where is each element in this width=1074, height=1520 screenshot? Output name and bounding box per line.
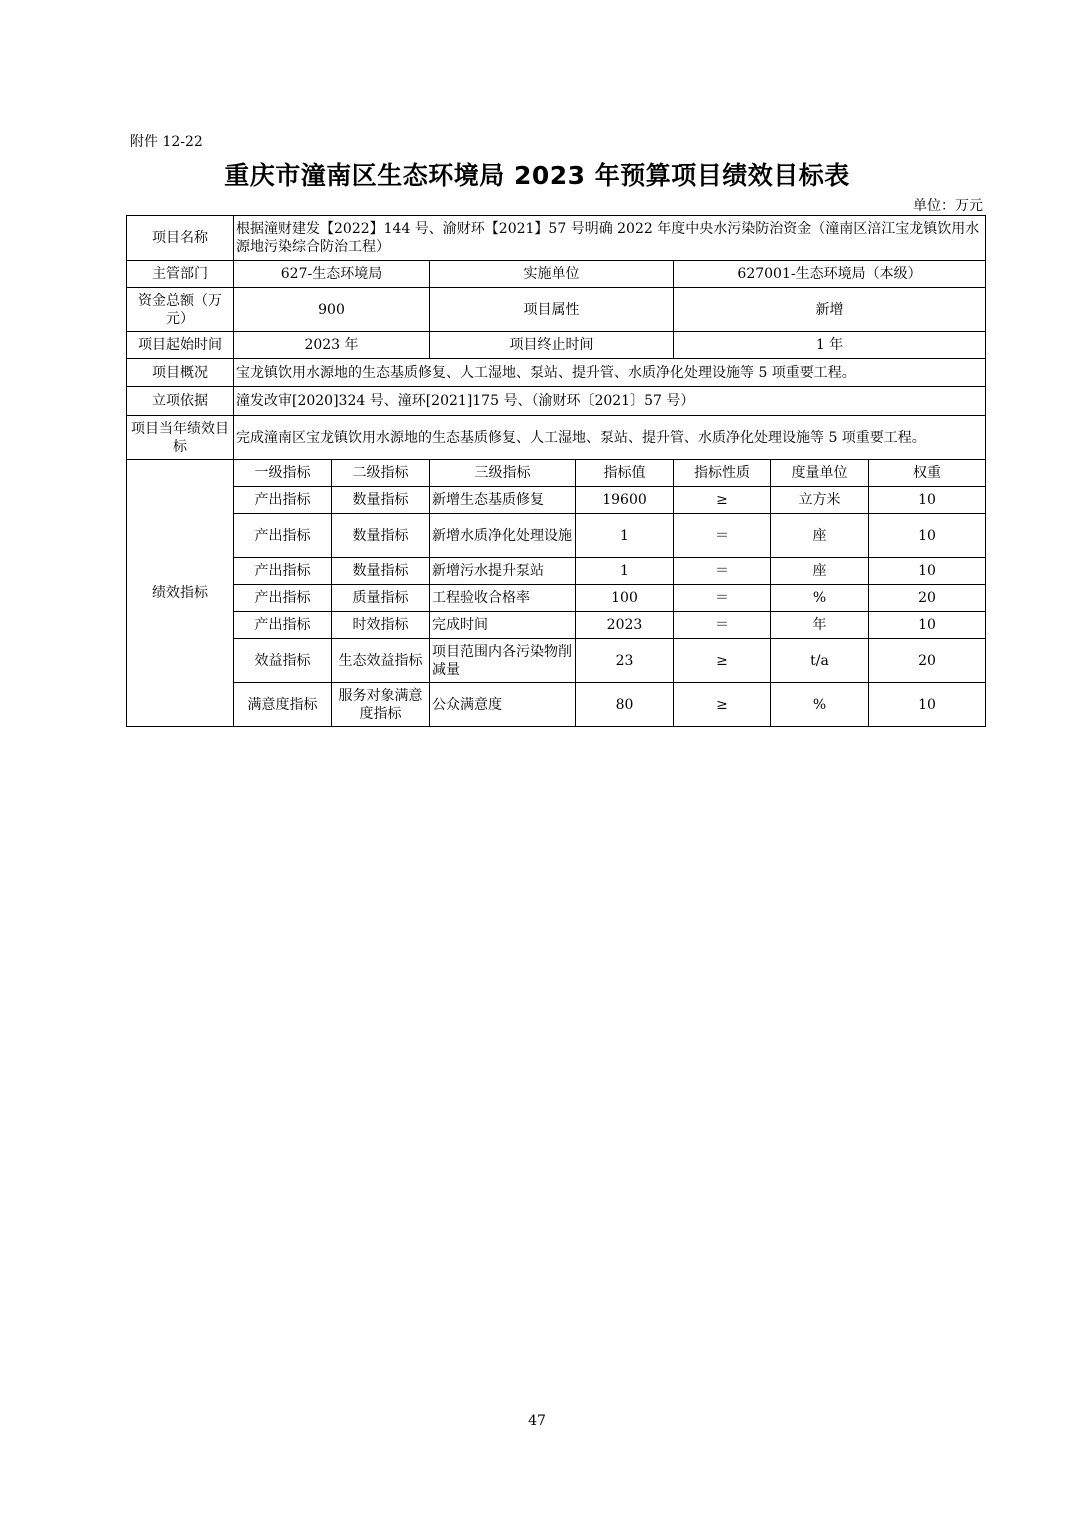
- unit-cell: %: [771, 683, 869, 727]
- basis-value: 潼发改审[2020]324 号、潼环[2021]175 号、（渝财环〔2021〕57 号）: [234, 387, 986, 416]
- level2-cell: 生态效益指标: [332, 639, 430, 683]
- header-cell: 权重: [869, 460, 986, 487]
- page-title: 重庆市潼南区生态环境局 2023 年预算项目绩效目标表: [224, 161, 850, 190]
- value-cell: 100: [576, 585, 674, 612]
- unit-cell: 座: [771, 558, 869, 585]
- nature-cell: ≥: [674, 683, 771, 727]
- unit-label: 单位：万元: [913, 198, 983, 214]
- table-row: [127, 558, 986, 585]
- project-name-value: 根据潼财建发【2022】144 号、渝财环【2021】57 号明确 2022 年度中央水污染防治资金（潼南区涪江宝龙镇饮用水源地污染综合防治工程）: [234, 216, 986, 261]
- weight-cell: 20: [869, 585, 986, 612]
- value-cell: 19600: [576, 487, 674, 514]
- table-row: [127, 585, 986, 612]
- row-dept: [127, 261, 986, 288]
- goal-label: 项目当年绩效目标: [127, 416, 234, 460]
- level2-cell: 质量指标: [332, 585, 430, 612]
- unit-cell: %: [771, 585, 869, 612]
- table-row: [127, 639, 986, 683]
- level3-cell: 工程验收合格率: [430, 585, 576, 612]
- funds-value: 900: [234, 288, 430, 332]
- dept-label: 主管部门: [127, 261, 234, 288]
- nature-cell: ＝: [674, 612, 771, 639]
- goal-value: 完成潼南区宝龙镇饮用水源地的生态基质修复、人工湿地、泵站、提升管、水质净化处理设施等 5 项重要工程。: [234, 416, 986, 460]
- row-goal: [127, 416, 986, 460]
- value-cell: 80: [576, 683, 674, 727]
- overview-value: 宝龙镇饮用水源地的生态基质修复、人工湿地、泵站、提升管、水质净化处理设施等 5 项重要工程。: [234, 359, 986, 387]
- project-name-label: 项目名称: [127, 216, 234, 261]
- level1-cell: 产出指标: [234, 585, 332, 612]
- nature-cell: ＝: [674, 514, 771, 558]
- end-value: 1 年: [674, 332, 986, 359]
- weight-cell: 10: [869, 487, 986, 514]
- impl-label: 实施单位: [430, 261, 674, 288]
- table-row: [127, 612, 986, 639]
- header-cell: 指标性质: [674, 460, 771, 487]
- header-cell: 度量单位: [771, 460, 869, 487]
- nature-cell: ≥: [674, 487, 771, 514]
- nature-cell: ≥: [674, 639, 771, 683]
- level1-cell: 产出指标: [234, 514, 332, 558]
- level1-cell: 产出指标: [234, 612, 332, 639]
- attr-value: 新增: [674, 288, 986, 332]
- level2-cell: 服务对象满意度指标: [332, 683, 430, 727]
- value-cell: 1: [576, 558, 674, 585]
- level3-cell: 新增生态基质修复: [430, 487, 576, 514]
- header-cell: 二级指标: [332, 460, 430, 487]
- level2-cell: 时效指标: [332, 612, 430, 639]
- impl-value: 627001-生态环境局（本级）: [674, 261, 986, 288]
- unit-cell: t/a: [771, 639, 869, 683]
- overview-label: 项目概况: [127, 359, 234, 387]
- value-cell: 23: [576, 639, 674, 683]
- row-overview: [127, 359, 986, 387]
- level1-cell: 产出指标: [234, 487, 332, 514]
- weight-cell: 10: [869, 612, 986, 639]
- end-label: 项目终止时间: [430, 332, 674, 359]
- indicator-header-row: [127, 460, 986, 487]
- nature-cell: ＝: [674, 558, 771, 585]
- level3-cell: 完成时间: [430, 612, 576, 639]
- page-number: 47: [528, 1413, 546, 1429]
- row-basis: [127, 387, 986, 416]
- row-project-name: [127, 216, 986, 261]
- weight-cell: 10: [869, 514, 986, 558]
- value-cell: 1: [576, 514, 674, 558]
- dept-value: 627-生态环境局: [234, 261, 430, 288]
- funds-label: 资金总额（万元）: [127, 288, 234, 332]
- start-value: 2023 年: [234, 332, 430, 359]
- level3-cell: 公众满意度: [430, 683, 576, 727]
- weight-cell: 10: [869, 683, 986, 727]
- level1-cell: 效益指标: [234, 639, 332, 683]
- performance-table: [126, 215, 986, 727]
- weight-cell: 10: [869, 558, 986, 585]
- level1-cell: 满意度指标: [234, 683, 332, 727]
- unit-cell: 座: [771, 514, 869, 558]
- level2-cell: 数量指标: [332, 558, 430, 585]
- unit-cell: 年: [771, 612, 869, 639]
- level2-cell: 数量指标: [332, 487, 430, 514]
- header-cell: 三级指标: [430, 460, 576, 487]
- level3-cell: 项目范围内各污染物削减量: [430, 639, 576, 683]
- level2-cell: 数量指标: [332, 514, 430, 558]
- table-row: [127, 487, 986, 514]
- table-row: [127, 683, 986, 727]
- level3-cell: 新增水质净化处理设施: [430, 514, 576, 558]
- level1-cell: 产出指标: [234, 558, 332, 585]
- start-label: 项目起始时间: [127, 332, 234, 359]
- attachment-label: 附件 12-22: [130, 134, 203, 150]
- row-time: [127, 332, 986, 359]
- basis-label: 立项依据: [127, 387, 234, 416]
- level3-cell: 新增污水提升泵站: [430, 558, 576, 585]
- indicator-section-label: 绩效指标: [127, 460, 234, 727]
- unit-cell: 立方米: [771, 487, 869, 514]
- row-funds: [127, 288, 986, 332]
- nature-cell: ＝: [674, 585, 771, 612]
- weight-cell: 20: [869, 639, 986, 683]
- header-cell: 一级指标: [234, 460, 332, 487]
- header-cell: 指标值: [576, 460, 674, 487]
- value-cell: 2023: [576, 612, 674, 639]
- table-row: [127, 514, 986, 558]
- attr-label: 项目属性: [430, 288, 674, 332]
